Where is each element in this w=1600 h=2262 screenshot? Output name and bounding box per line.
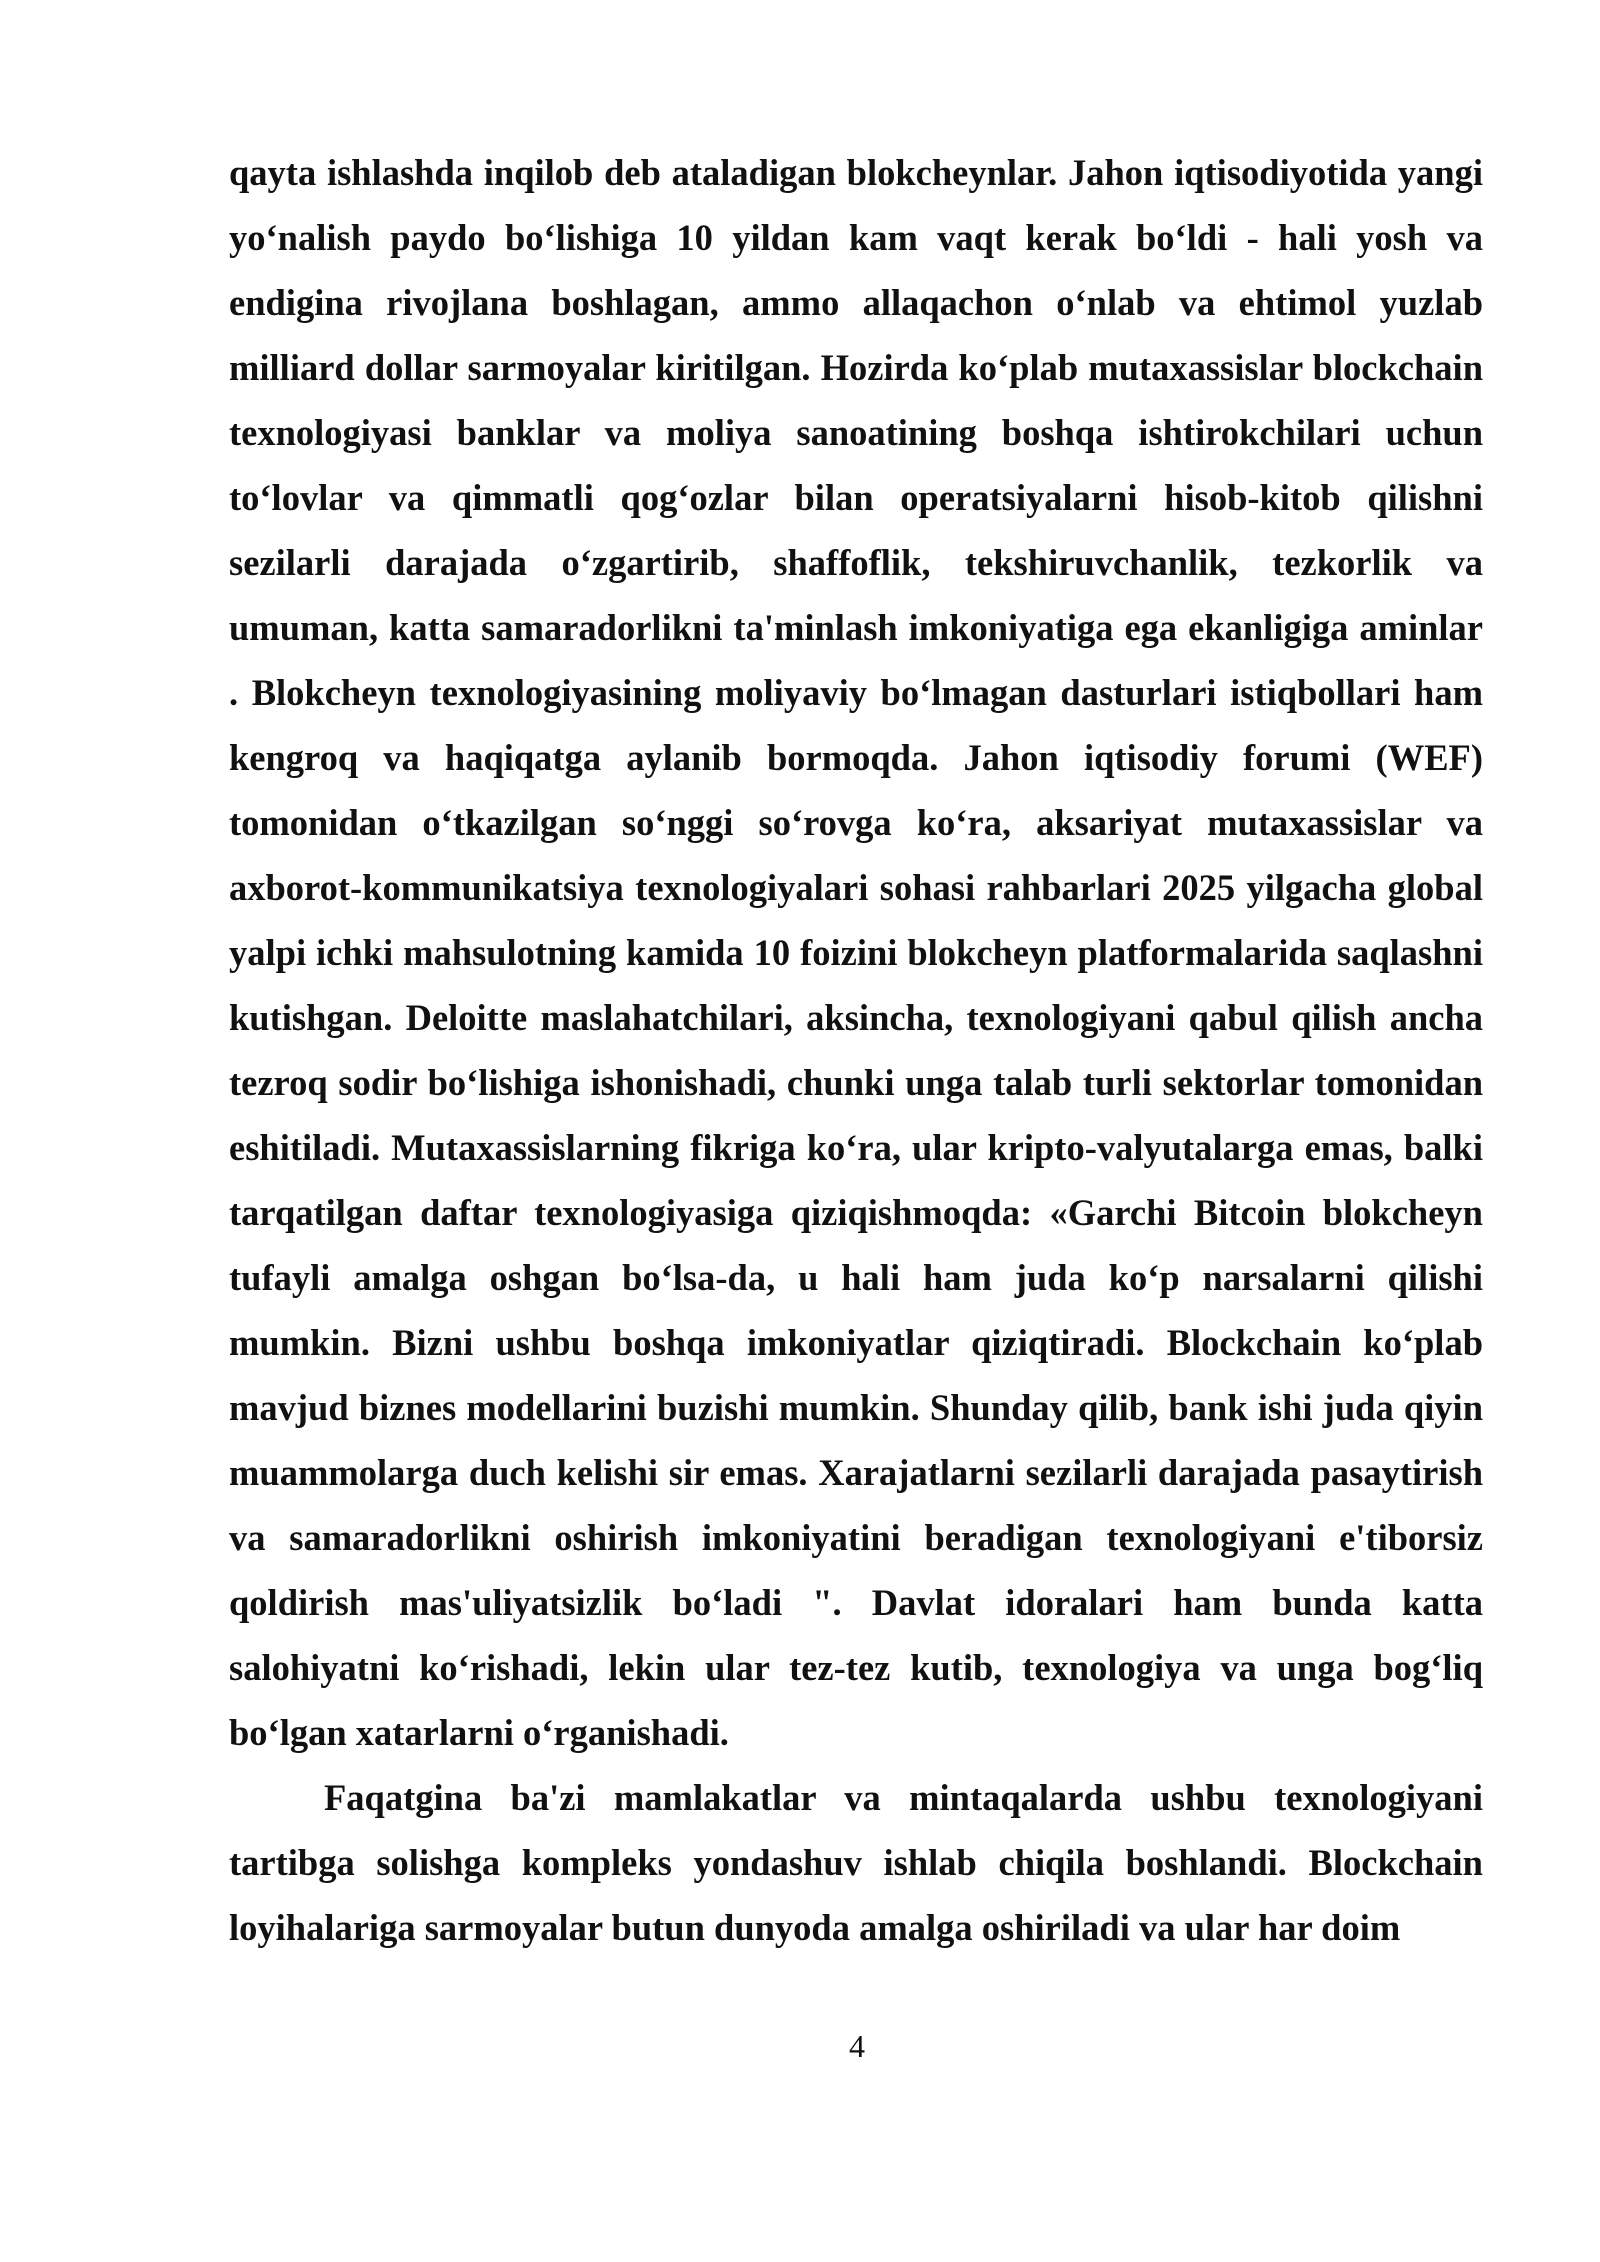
paragraph-faqatgina: Faqatgina ba'zi mamlakatlar va mintaqalarda ushbu texnologiyani tartibga solishga kompleks yondashuv ishlab chiqila boshlandi. Blockchain loyihalariga sarmoyalar butun dunyoda amalga oshiriladi va ular har doim bbox=[229, 1777, 1483, 1948]
page-number: 4 bbox=[849, 2028, 865, 2064]
paragraph-continued: qayta ishlashda inqilob deb ataladigan blokcheynlar. Jahon iqtisodiyotida yangi yo‘nalish paydo bo‘lishiga 10 yildan kam vaqt kerak bo‘ldi - hali yosh va endigina rivojlana boshlagan, ammo allaqachon o‘nlab va ehtimol yuzlab milliard dollar sarmoyalar kiritilgan. Hozirda ko‘plab mutaxassislar blockchain texnologiyasi banklar va moliya sanoatining boshqa ishtirokchilari uchun to‘lovlar va qimmatli qog‘ozlar bilan operatsiyalarni hisob-kitob qilishni sezilarli darajada o‘zgartirib, shaffoflik, tekshiruvchanlik, tezkorlik va umuman, katta samaradorlikni ta'minlash imkoniyatiga ega ekanligiga aminlar . Blokcheyn texnologiyasining moliyaviy bo‘lmagan dasturlari istiqbollari ham kengroq va haqiqatga aylanib bormoqda. Jahon iqtisodiy forumi (WEF) tomonidan o‘tkazilgan so‘nggi so‘rovga ko‘ra, aksariyat mutaxassislar va axborot-kommunikatsiya texnologiyalari sohasi rahbarlari 2025 yilgacha global yalpi ichki mahsulotning kamida 10 foizini blokcheyn platformalarida saqlashni kutishgan. Deloitte maslahatchilari, aksincha, texnologiyani qabul qilish ancha tezroq sodir bo‘lishiga ishonishadi, chunki unga talab turli sektorlar tomonidan eshitiladi. Mutaxassislarning fikriga ko‘ra, ular kripto-valyutalarga emas, balki tarqatilgan daftar texnologiyasiga qiziqishmoqda: «Garchi Bitcoin blokcheyn tufayli amalga oshgan bo‘lsa-da, u hali ham juda ko‘p narsalarni qilishi mumkin. Bizni ushbu boshqa imkoniyatlar qiziqtiradi. Blockchain ko‘plab mavjud biznes modellarini buzishi mumkin. Shunday qilib, bank ishi juda qiyin muammolarga duch kelishi sir emas. Xarajatlarni sezilarli darajada pasaytirish va samaradorlikni oshirish imkoniyatini beradigan texnologiyani e'tiborsiz qoldirish mas'uliyatsizlik bo‘ladi ". Davlat idoralari ham bunda katta salohiyatni ko‘rishadi, lekin ular tez-tez kutib, texnologiya va unga bog‘liq bo‘lgan xatarlarni o‘rganishadi. bbox=[229, 152, 1483, 1753]
body-text bbox=[229, 140, 1483, 1960]
